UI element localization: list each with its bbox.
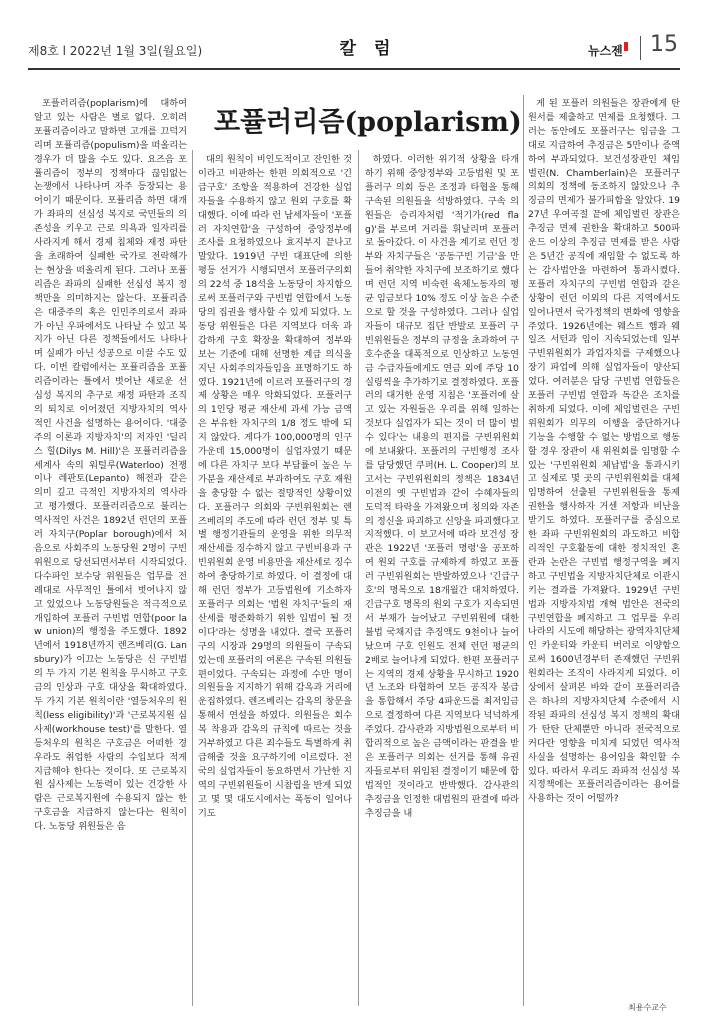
article-column-1 [34,97,187,1007]
page-number: 15 [650,32,678,57]
column-text: 하였다. 이러한 위기적 상황을 타개하기 위해 중앙정부와 고등법원 및 포플러구 의회 등은 조정과 타협을 통해 구속된 의원들을 석방하였다. 구속 의원들은 승리자처럼 '적기가(red flag)'를 부르며 거리를 휘날리며 포플러로 돌아갔다. 이 사건을 계기로 런던 정부와 자치구들은 '공동구빈 기금'을 만들어 취약한 자치구에 보조하기로 했다며 런던 지역 비숙련 육체노동자의 평균 임금보다 10% 정도 이상 높은 수준으로 할 것을 구성하였다. 그러나 실업자들이 대규모 집단 반발로 포플러 구빈위원들은 정부의 규정을 초과하여 구호수준을 대폭적으로 인상하고 노동연금 수급자들에게도 연금 외에 주당 10실링씩을 추가하기로 결정하였다. 포플러의 대거한 운영 지침은 '포플러에 살고 있는 자원들은 우리를 위해 일하는 것보다 실업자가 되는 것이 더 많이 벌 수 있다'는 내용의 편지를 구빈위원회에 보내왔다. 포플러의 구빈행정 조사를 담당했던 쿠퍼(H. L. Cooper)의 보고서는 구빈위원회의 정책은 1834년 이전의 옛 구빈법과 같이 수혜자들의 도덕적 타락을 가져왔으며 칭의와 자존의 정신을 파괴하고 신앙을 파괴했다고 지적했다. 이 보고서에 따라 보건성 장관은 1922년 '포플러 명령'을 공포하여 원외 구호를 규제하게 하였고 포플러 구빈위원회는 반발하였으나 '긴급구호'의 명목으로 18개월간 대치하였다. 긴급구호 명목의 원외 구호가 지속되면서 부채가 늘어났고 구빈위원에 대한 불법 국채지급 추징액도 9천이나 늘어났으며 구호 인원도 전체 런던 평균의 2배로 늘어나게 되었다. 한편 포플러구는 지역의 경제 상황을 무시하고 1920년 노조와 타협하여 모든 공직자 봉급을 통합해서 주당 4파운드를 최저임금으로 결정하여 다른 지역보다 넉넉하게 주었다. 감사관과 지방법원으로부터 비합리적으로 높은 금액이라는 판결을 받은 포플러구 의회는 선거를 통해 유권자들로부터 위임된 결정이기 때문에 합법적인 것이라고 반박했다. 감사관의 추징금을 인정한 대법원의 판결에 따라 추징금을 내 [365,154,519,819]
column-text: 포플러리즘(poplarism)에 대하여 알고 있는 사람은 별로 없다. 오히려 포퓰리즘이라고 말하면 고개를 끄덕거리며 포퓰리즘(populism)을 떠올리는 경우가 더 많을 수도 있다. 요즈음 포퓰리즘이 정부의 정책마다 끊임없는 논쟁에서 나타나며 자주 등장되는 용어이기 때문이다. 포퓰리즘 하면 대개가 좌파의 선심성 복지로 국민들의 의존성을 키우고 근로 의욕과 일자리를 사라지게 해서 경제 침체와 재정 파탄을 초래하여 실패한 국가로 전락해가는 현상을 떠올리게 된다. 그러나 포퓰리즘은 좌파의 실패한 선심성 복지 정책만을 의미하지는 않는다. 포퓰리즘은 대중주의 혹은 인민주의로서 좌파가 아닌 우파에서도 나타날 수 있고 복지가 아닌 다른 정책들에서도 나타나며 실패가 아닌 성공으로 이끌 수도 있다. 이번 칼럼에서는 포퓰리즘을 포퓰리즘이라는 틀에서 벗어난 새로운 선심성 복지의 추구로 재정 파탄과 조직의 퇴치로 이어졌던 지방자치의 역사적인 사건을 설명하는 용어이다. '대중주의 이론과 지방자치'의 저자인 '딜리스 힐(Dilys M. Hill)'은 포퓰러리즘을 세계사 속의 워털루(Waterloo) 전쟁이나 레판토(Lepanto) 해전과 같은 의미 깊고 극적인 지방자치의 역사라고 평가했다. 포플러리즘으로 불리는 역사적인 사건은 1892년 런던의 포플러 자치구(Poplar borough)에서 처음으로 사회주의 노동당원 2명이 구빈위원으로 당선되면서부터 시작되었다. 다수파인 보수당 위원들은 업무를 전례대로 사무적인 틀에서 벗어나지 않고 있었으나 노동당원들은 적극적으로 개입하여 포플러 구빈법 연합(poor law union)의 행정을 주도했다. 1892년에서 1918년까지 렌즈베리(G. Lansbury)가 이끄는 노동당은 신 구빈법의 두 가지 기본 원칙을 무시하고 구호금의 인상과 구호 대상을 확대하였다. 두 가지 기본 원칙이란 '열등처우의 원칙(less eligibility)'과 '근로복지원 심사제(workhouse test)'를 말한다. 열등처우의 원칙은 구호금은 어떠한 경우라도 취업한 사람의 수입보다 적게 지급해야 한다는 것이다. 또 근로복지원 심사제는 노동력이 있는 건강한 사람은 근로복지원에 수용되지 않는 한 구호금을 지급하지 않는다는 원칙이다. 노동당 위원들은 음 [34,98,187,833]
article-title: 포퓰러리즘(poplarism) [214,107,522,138]
issue-date: 제8호 l 2022년 1월 3일(월요일) [28,44,203,58]
column-text: 대의 원칙이 비인도적이고 잔인한 것이라고 비판하는 한편 의회적으로 '긴급구호' 조항을 적용하여 건강한 실업자들을 수용하지 않고 원외 구호를 확대했다. 이에 따라 런 남세자들이 '포플러 자치연합'을 구성하여 중앙정부에 조사를 요청하였으나 효지부지 끝나고 말았다. 1919년 구빈 대표단에 의한 평등 선거가 시행되면서 포플러구의회의 22석 중 18석을 노동당이 차지함으로써 포플러구와 구빈법 연합에서 노동당의 집권을 행사할 수 있게 되었다. 노동당 위원들은 다른 지역보다 더욱 과감하게 구호 확장을 확대하여 정부와 보는 기준에 대해 선명한 계급 의식을 지닌 사회주의자들임을 표명하기도 하였다. 1921년에 이르러 포플러구의 경제 상황은 매우 악화되었다. 포플러구의 1인당 평균 재산세 과세 가능 금액은 부유한 자치구의 1/8 정도 밖에 되지 않았다. 게다가 100,000명의 인구 가운데 15,000명이 실업자였기 때문에 다른 자치구 보다 부담률이 높은 누가분을 재산세로 부과하여도 구호 재원을 충당할 수 없는 절망적인 상황이었다. 포플러구 의회와 구빈위원회는 렌즈베리의 주도에 따라 런던 정부 및 특별 행정기관들의 운영을 위한 의무적 재산세를 징수하지 않고 구빈비용과 구빈위원회 운영 비용만을 재산세로 징수하여 충당하기로 하였다. 이 결정에 대해 런던 정부가 고등법원에 기소하자 포플러구 의회는 '법원 자치구'들의 재산세를 평준화하기 위한 입법이 될 것이다'라는 성명을 내었다. 결국 포플러구의 시장과 29명의 의원들이 구속되었는데 포플러의 여론은 구속된 의원들 편이었다. 구속되는 과정에 수만 명이 의원들을 지지하기 위해 감옥과 거리에 운집하였다. 렌즈베리는 감옥의 창문을 통해서 연설을 하였다. 의원들은 회수복 착용과 감옥의 규칙에 따르는 것을 거부하였고 다른 죄수들도 특별하게 취급해줄 것을 요구하기에 이르렀다. 전국의 실업자들이 동요하면서 가난한 지역의 구빈위원들이 시참립을 반게 되었고 몇 몇 대도시에서는 폭동이 일어나기도 [198,154,352,819]
article-column-3 [365,153,519,1007]
column-divider [523,95,524,1006]
brand-name: 뉴스젠 [588,44,623,58]
brand-logo [588,42,628,59]
author-name: 최용수교수 [628,1003,667,1012]
column-divider [192,150,193,1006]
article-column-2 [198,153,352,1007]
article-column-4 [528,97,680,1007]
page-header [28,32,680,62]
brand-mark-icon [624,42,628,51]
section-title: 칼 럼 [339,39,397,59]
column-text: 게 된 포플러 의원들은 장관에게 탄원서를 제출하고 면제를 요청했다. 그러는 동안에도 포플러구는 임금을 그대로 지급하여 추징금은 5만이나 증액하여 부과되었다. 보건성장관인 체임벌린(N. Chamberlain)은 포플러구 의회의 정책에 동조하지 않았으나 추징금의 면제가 불가피함을 알았다. 1927년 우여곡절 끝에 체임벌린 장관은 추징금 면제 권한을 확대하고 500파운드 이상의 추징금 면제를 받은 사람은 5년간 공직에 재임할 수 없도록 하는 감사법안을 마련하여 통과시켰다. 포플러 자치구의 구빈법 연합과 같은 상황이 런던 이외의 다른 지역에서도 일어나면서 국가정책의 변화에 영향을 주었다. 1926년에는 웨스트 햄과 웨일즈 서턴과 임이 지속되었는데 일부 구빈위원회가 과업자치를 구제했으나 장기 파업에 의해 실업자들이 양산되었다. 여러분은 담당 구빈법 연합들은 포플러 구빈법 연합과 독같은 조치를 취하게 되었다. 이에 체임벌린은 구빈위원회가 의무의 이행을 중단하거나 기능을 수행할 수 없는 방법으로 행동할 경우 장관이 새 위원회를 임명할 수 있는 '구빈위원회 체납법'을 통과시키고 실제로 몇 곳의 구빈위원회를 대체 임명하여 선출된 구빈위원들을 통제 권한을 행사하자 거센 저항과 비난을 받기도 하였다. 포플러구를 중심으로 한 좌파 구빈위원회의 과도하고 비합리적인 구호활동에 대한 정치적인 혼란과 논란은 구빈법 행정구역을 폐지하고 구빈법을 지방자치단체로 이관시키는 결과를 가져왔다. 1929년 구빈법과 지방자치법 개혁 법안은 전국의 구빈연합을 폐지하고 그 업무를 우리나라의 시도에 해당하는 광역자치단체인 카운티와 카운티 버러로 이양함으로써 1600년경부터 존재했던 구빈위원회라는 조직이 사라지게 되었다. 이상에서 살펴본 바와 같이 포플러리즘은 하나의 지방자치단체 수준에서 시작된 좌파의 선심성 복지 정책의 확대가 탄탄 단체뿐만 아니라 전국적으로 커다란 영향을 미치게 되었던 역사적 사실을 설명하는 용어임을 확인할 수 있다. 따라서 우리도 좌파적 선심성 복지정책에는 포플러리즘이라는 용어를 사용하는 것이 어떨까? [528,98,680,805]
header-divider [640,36,641,60]
header-rule [28,68,680,70]
column-divider [358,150,359,1006]
